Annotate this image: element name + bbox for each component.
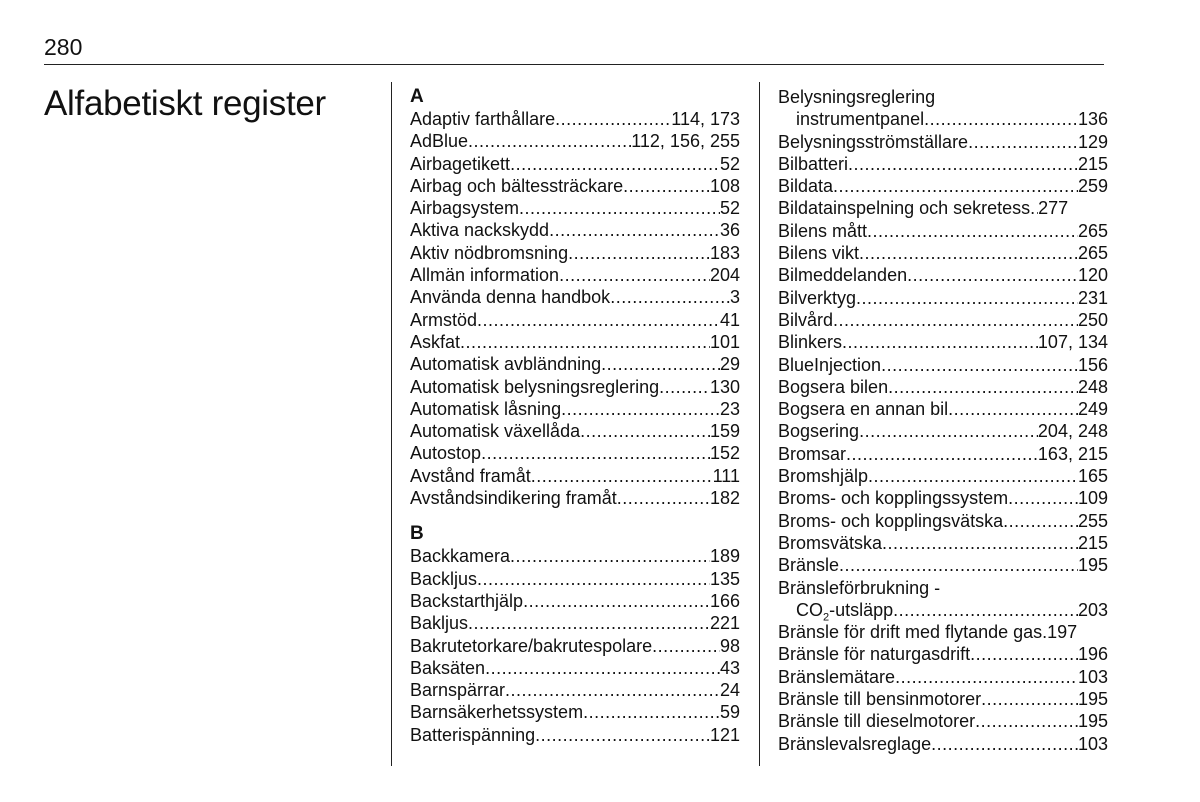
index-pages: 23 bbox=[719, 398, 740, 419]
index-pages: 52 bbox=[719, 198, 740, 219]
index-term bbox=[796, 599, 894, 624]
index-pages: 109 bbox=[1077, 488, 1108, 509]
index-term: Bilmeddelanden bbox=[778, 265, 908, 286]
index-term: Backkamera bbox=[410, 546, 511, 567]
leader-dots bbox=[601, 353, 720, 375]
index-entry bbox=[410, 487, 740, 509]
index-term: Adaptiv farthållare bbox=[410, 109, 556, 129]
index-term: Bakljus bbox=[410, 613, 469, 634]
leader-dots bbox=[510, 153, 720, 175]
index-entry bbox=[410, 545, 740, 567]
index-term: Airbag och bältessträckare bbox=[410, 175, 624, 196]
index-entry bbox=[778, 487, 1108, 509]
index-column-1 bbox=[410, 86, 740, 746]
leader-dots bbox=[510, 545, 710, 567]
index-term: BlueInjection bbox=[778, 354, 882, 375]
index-pages: 129 bbox=[1077, 131, 1108, 152]
index-term: Automatisk växellåda bbox=[410, 421, 581, 442]
index-pages: 3 bbox=[729, 287, 740, 308]
index-term: Belysningsreglering bbox=[778, 87, 936, 107]
index-pages: 108 bbox=[709, 175, 740, 196]
index-pages: 195 bbox=[1077, 711, 1108, 732]
leader-dots bbox=[460, 331, 710, 353]
index-pages: 277 bbox=[1038, 198, 1069, 219]
index-pages: 195 bbox=[1077, 555, 1108, 576]
index-term: Armstöd bbox=[410, 309, 478, 330]
index-pages: 43 bbox=[719, 657, 740, 678]
index-pages: 166 bbox=[709, 590, 740, 611]
leader-dots bbox=[846, 443, 1038, 465]
index-entry bbox=[410, 264, 740, 286]
index-entry bbox=[410, 130, 740, 152]
index-entry bbox=[778, 153, 1108, 175]
leader-dots bbox=[468, 130, 631, 152]
index-pages: 29 bbox=[719, 354, 740, 375]
index-term: Avståndsindikering framåt bbox=[410, 488, 617, 509]
index-entry bbox=[410, 398, 740, 420]
index-pages: 152 bbox=[709, 443, 740, 464]
index-entry bbox=[778, 331, 1108, 353]
leader-dots bbox=[867, 220, 1078, 242]
index-entry bbox=[778, 532, 1108, 554]
term-suffix: -utsläpp bbox=[829, 599, 894, 620]
index-entry bbox=[410, 376, 740, 398]
index-entry bbox=[410, 679, 740, 701]
index-term: Aktiva nackskydd bbox=[410, 220, 550, 241]
index-pages: 249 bbox=[1077, 399, 1108, 420]
index-pages: 259 bbox=[1077, 176, 1108, 197]
index-entry bbox=[410, 242, 740, 264]
section-gap bbox=[410, 509, 740, 523]
index-entry bbox=[778, 398, 1108, 420]
index-pages: 197 bbox=[1047, 622, 1078, 643]
leader-dots bbox=[559, 264, 710, 286]
index-entry bbox=[410, 590, 740, 612]
index-pages: 156 bbox=[1077, 354, 1108, 375]
index-pages: 103 bbox=[1077, 733, 1108, 754]
leader-dots bbox=[617, 487, 710, 509]
index-column-2 bbox=[778, 86, 1108, 755]
leader-dots bbox=[610, 286, 730, 308]
index-entry bbox=[410, 420, 740, 442]
index-term: Bränsle till bensinmotorer bbox=[778, 689, 982, 710]
index-entry bbox=[410, 442, 740, 464]
index-term: Använda denna handbok bbox=[410, 287, 611, 308]
index-entry bbox=[778, 175, 1108, 197]
leader-dots bbox=[895, 666, 1078, 688]
leader-dots bbox=[485, 657, 720, 679]
index-pages: 215 bbox=[1077, 532, 1108, 553]
leader-dots bbox=[535, 724, 710, 746]
index-entry bbox=[778, 710, 1108, 732]
index-entry bbox=[778, 242, 1108, 264]
index-term: Bränsle bbox=[778, 555, 840, 576]
index-term: Bränsle till dieselmotorer bbox=[778, 711, 976, 732]
leader-dots bbox=[561, 398, 720, 420]
leader-dots bbox=[968, 131, 1078, 153]
index-pages: 265 bbox=[1077, 243, 1108, 264]
leader-dots bbox=[859, 242, 1078, 264]
index-term: Baksäten bbox=[410, 657, 486, 678]
index-entry bbox=[410, 108, 740, 130]
index-term: Broms- och kopplingsvätska bbox=[778, 510, 1004, 531]
leader-dots bbox=[931, 733, 1078, 755]
leader-dots bbox=[833, 175, 1078, 197]
leader-dots bbox=[859, 420, 1038, 442]
index-subentry bbox=[778, 108, 1108, 130]
index-entry bbox=[778, 443, 1108, 465]
leader-dots bbox=[583, 701, 720, 723]
index-entry bbox=[410, 331, 740, 353]
index-pages: 250 bbox=[1077, 309, 1108, 330]
index-term: Bogsera bilen bbox=[778, 376, 889, 397]
index-entry bbox=[778, 554, 1108, 576]
leader-dots bbox=[549, 219, 720, 241]
index-pages: 36 bbox=[719, 220, 740, 241]
index-pages: 41 bbox=[719, 309, 740, 330]
index-pages: 265 bbox=[1077, 220, 1108, 241]
index-term: Airbagsystem bbox=[410, 198, 520, 219]
index-pages: 159 bbox=[709, 421, 740, 442]
index-pages: 204 bbox=[709, 265, 740, 286]
leader-dots bbox=[881, 354, 1078, 376]
leader-dots bbox=[848, 153, 1078, 175]
index-entry bbox=[410, 309, 740, 331]
column-divider-right bbox=[759, 82, 760, 766]
index-pages: 255 bbox=[1077, 510, 1108, 531]
index-pages: 189 bbox=[709, 546, 740, 567]
index-entry bbox=[778, 621, 1108, 643]
index-term: Allmän information bbox=[410, 265, 560, 286]
index-pages: 182 bbox=[709, 488, 740, 509]
index-pages: 112, 156, 255 bbox=[631, 131, 740, 152]
index-entry bbox=[410, 465, 740, 487]
index-entry bbox=[410, 286, 740, 308]
index-term: Blinkers bbox=[778, 332, 843, 353]
index-term: Backljus bbox=[410, 568, 478, 589]
leader-dots bbox=[568, 242, 710, 264]
index-entry bbox=[778, 465, 1108, 487]
index-term: Bilens vikt bbox=[778, 243, 860, 264]
page-title: Alfabetiskt register bbox=[44, 84, 326, 123]
index-term: Batterispänning bbox=[410, 724, 536, 745]
index-pages: 24 bbox=[719, 680, 740, 701]
leader-dots bbox=[580, 420, 710, 442]
index-term: Bränsleförbrukning - bbox=[778, 577, 941, 598]
index-pages: 248 bbox=[1077, 376, 1108, 397]
term-co: CO bbox=[796, 599, 823, 620]
index-term: Bränslevalsreglage bbox=[778, 733, 932, 754]
leader-dots bbox=[555, 108, 671, 130]
index-entry bbox=[778, 733, 1108, 755]
index-pages: 221 bbox=[709, 613, 740, 634]
index-term: Bogsera en annan bil bbox=[778, 399, 949, 420]
leader-dots bbox=[623, 175, 710, 197]
index-entry bbox=[410, 353, 740, 375]
index-term: Bromsar bbox=[778, 443, 847, 464]
index-pages: 136 bbox=[1077, 109, 1108, 130]
index-pages: 203 bbox=[1077, 599, 1108, 620]
leader-dots bbox=[659, 376, 710, 398]
index-entry bbox=[410, 657, 740, 679]
index-pages: 107, 134 bbox=[1037, 332, 1108, 353]
column-divider-left bbox=[391, 82, 392, 766]
leader-dots bbox=[839, 554, 1078, 576]
leader-dots bbox=[893, 599, 1078, 621]
index-term: Bildatainspelning och sekretess bbox=[778, 198, 1031, 219]
index-pages: 204, 248 bbox=[1037, 421, 1108, 442]
index-entry bbox=[410, 635, 740, 657]
leader-dots bbox=[477, 309, 720, 331]
index-pages: 120 bbox=[1077, 265, 1108, 286]
index-entry bbox=[410, 701, 740, 723]
index-term: instrumentpanel bbox=[796, 109, 925, 130]
index-pages: 163, 215 bbox=[1037, 443, 1108, 464]
index-pages: 101 bbox=[709, 331, 740, 352]
leader-dots bbox=[519, 197, 720, 219]
index-term: Bränsle för naturgasdrift bbox=[778, 644, 971, 665]
leader-dots bbox=[531, 465, 713, 487]
index-pages: 196 bbox=[1077, 644, 1108, 665]
index-pages: 183 bbox=[709, 242, 740, 263]
index-term: Bakrutetorkare/bakrutespolare bbox=[410, 635, 653, 656]
index-entry bbox=[778, 309, 1108, 331]
leader-dots bbox=[856, 287, 1078, 309]
index-term: Askfat bbox=[410, 331, 461, 352]
index-entry bbox=[778, 131, 1108, 153]
index-term: Bogsering bbox=[778, 421, 860, 442]
index-term: Automatisk avbländning bbox=[410, 354, 602, 375]
term-subscript: 2 bbox=[823, 611, 830, 624]
leader-dots bbox=[652, 635, 720, 657]
index-entry bbox=[410, 153, 740, 175]
leader-dots bbox=[505, 679, 720, 701]
index-entry bbox=[778, 197, 1108, 219]
leader-dots bbox=[842, 331, 1038, 353]
header-rule bbox=[44, 64, 1104, 65]
leader-dots bbox=[1003, 510, 1078, 532]
index-entry bbox=[778, 688, 1108, 710]
index-pages: 165 bbox=[1077, 466, 1108, 487]
leader-dots bbox=[1030, 197, 1038, 219]
index-term: Bildata bbox=[778, 176, 834, 197]
index-term: Barnsäkerhetssystem bbox=[410, 702, 584, 723]
index-pages: 195 bbox=[1077, 689, 1108, 710]
index-entry bbox=[410, 197, 740, 219]
index-term: Bromshjälp bbox=[778, 466, 869, 487]
index-entry bbox=[410, 175, 740, 197]
leader-dots bbox=[924, 108, 1078, 130]
leader-dots bbox=[975, 710, 1078, 732]
index-pages: 111 bbox=[712, 465, 740, 486]
section-letter-a: A bbox=[410, 86, 424, 107]
index-term: AdBlue bbox=[410, 131, 469, 152]
leader-dots bbox=[833, 309, 1078, 331]
index-term: Bromsvätska bbox=[778, 532, 883, 553]
index-entry bbox=[778, 420, 1108, 442]
index-pages: 135 bbox=[709, 568, 740, 589]
index-entry bbox=[778, 643, 1108, 665]
index-term: Aktiv nödbromsning bbox=[410, 242, 569, 263]
leader-dots bbox=[868, 465, 1078, 487]
leader-dots bbox=[948, 398, 1078, 420]
index-pages: 114, 173 bbox=[671, 109, 740, 129]
leader-dots bbox=[882, 532, 1078, 554]
page-number: 280 bbox=[44, 34, 83, 60]
index-entry bbox=[778, 510, 1108, 532]
index-pages: 59 bbox=[719, 702, 740, 723]
index-term: Autostop bbox=[410, 443, 482, 464]
index-term: Broms- och kopplingssystem bbox=[778, 488, 1009, 509]
index-pages: 130 bbox=[709, 376, 740, 397]
index-term: Belysningsströmställare bbox=[778, 131, 969, 152]
index-pages: 231 bbox=[1077, 287, 1108, 308]
index-entry bbox=[778, 666, 1108, 688]
index-term: Bilverktyg bbox=[778, 287, 857, 308]
index-term: Automatisk låsning bbox=[410, 398, 562, 419]
leader-dots bbox=[477, 568, 710, 590]
leader-dots bbox=[907, 264, 1078, 286]
index-entry bbox=[778, 287, 1108, 309]
index-term: Bilvård bbox=[778, 309, 834, 330]
index-pages: 52 bbox=[719, 153, 740, 174]
index-entry bbox=[778, 264, 1108, 286]
leader-dots bbox=[981, 688, 1078, 710]
index-term: Airbagetikett bbox=[410, 153, 511, 174]
index-subentry bbox=[778, 599, 1108, 624]
section-letter-b: B bbox=[410, 523, 424, 545]
index-entry bbox=[778, 354, 1108, 376]
index-pages: 98 bbox=[719, 635, 740, 656]
index-entry bbox=[778, 577, 1108, 599]
index-entry bbox=[410, 724, 740, 746]
index-term: Barnspärrar bbox=[410, 680, 506, 701]
leader-dots bbox=[970, 643, 1078, 665]
index-pages: 121 bbox=[709, 724, 740, 745]
index-entry bbox=[778, 376, 1108, 398]
index-entry bbox=[778, 220, 1108, 242]
index-entry bbox=[778, 86, 1108, 108]
leader-dots bbox=[468, 612, 710, 634]
index-term: Bränsle för drift med flytande gas bbox=[778, 622, 1043, 643]
leader-dots bbox=[523, 590, 710, 612]
index-pages: 103 bbox=[1077, 666, 1108, 687]
index-term: Automatisk belysningsreglering bbox=[410, 376, 660, 397]
leader-dots bbox=[481, 442, 710, 464]
index-pages: 215 bbox=[1077, 153, 1108, 174]
leader-dots bbox=[888, 376, 1078, 398]
index-term: Avstånd framåt bbox=[410, 465, 531, 486]
index-entry bbox=[410, 219, 740, 241]
index-term: Bränslemätare bbox=[778, 666, 896, 687]
index-term: Bilbatteri bbox=[778, 153, 849, 174]
index-term: Bilens mått bbox=[778, 220, 868, 241]
index-entry bbox=[410, 612, 740, 634]
index-term: Backstarthjälp bbox=[410, 590, 524, 611]
index-entry bbox=[410, 568, 740, 590]
leader-dots bbox=[1008, 487, 1078, 509]
